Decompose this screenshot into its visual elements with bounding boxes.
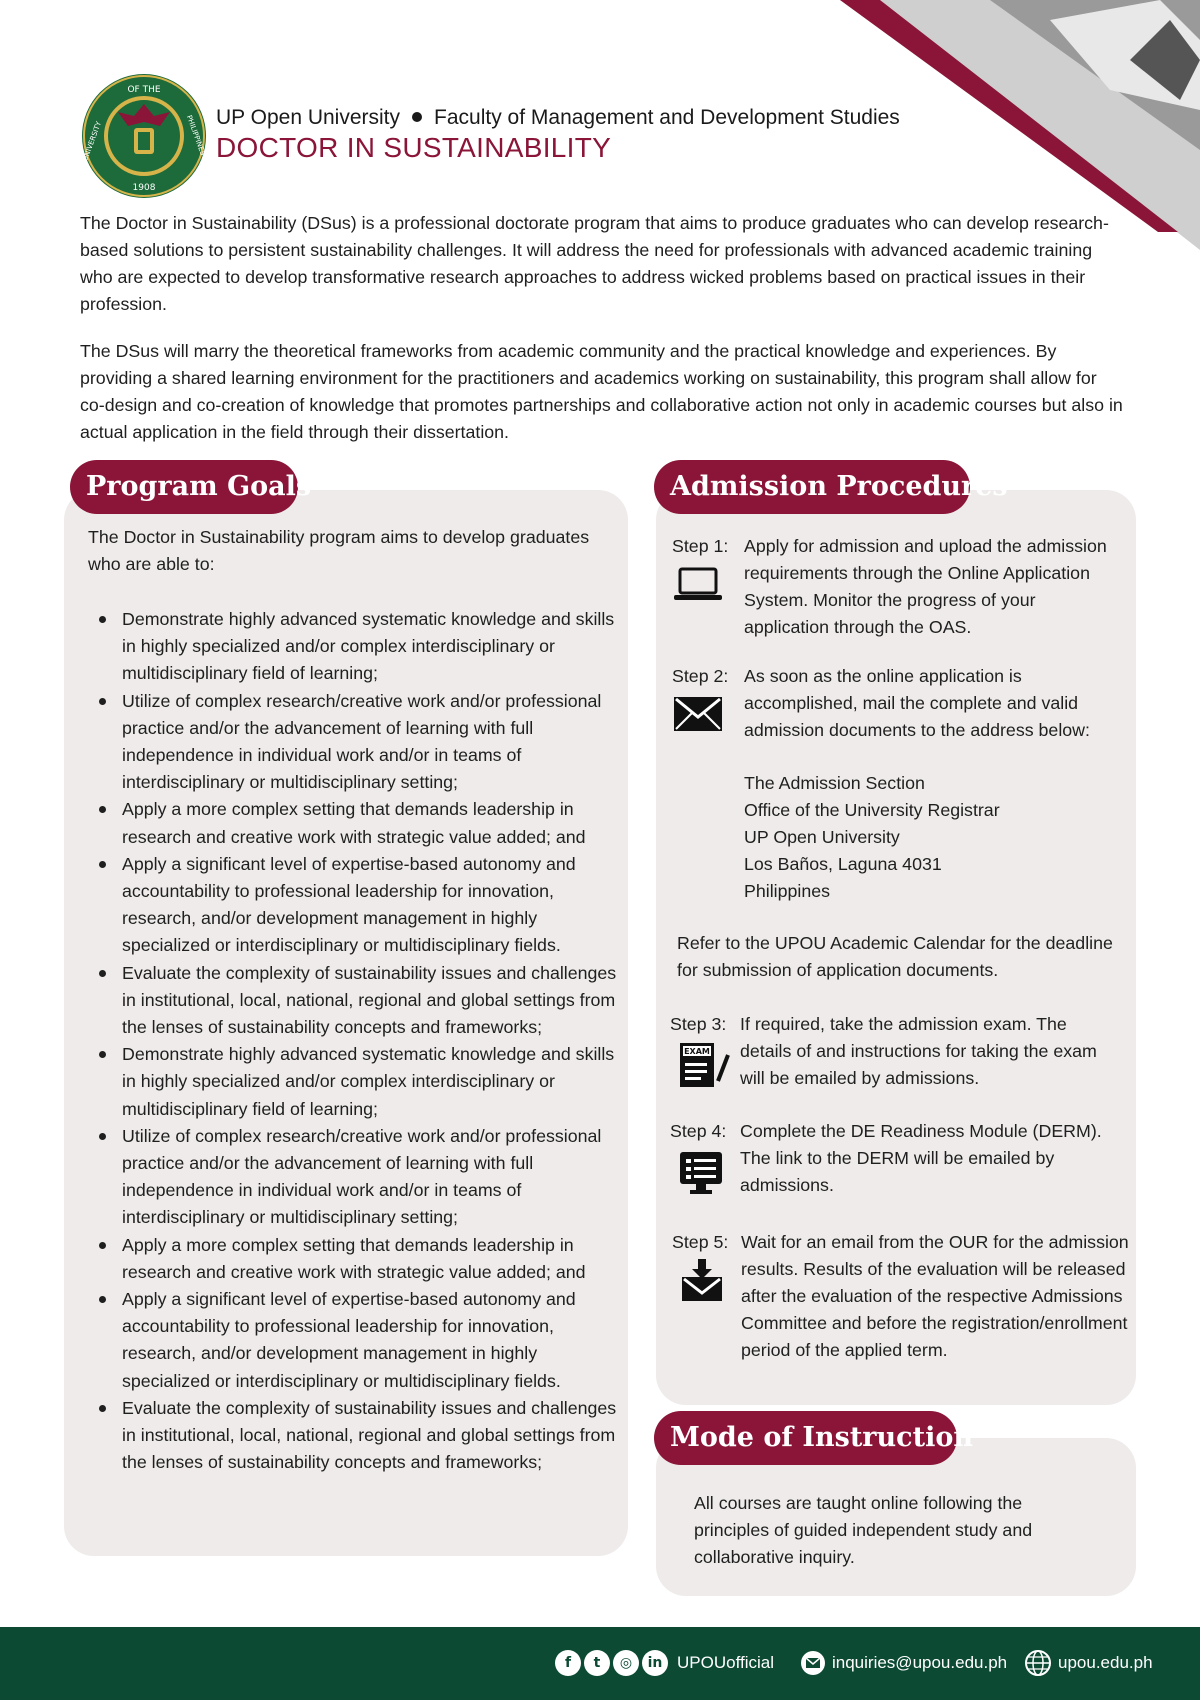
page-title: DOCTOR IN SUSTAINABILITY [216, 132, 612, 163]
list-item: Utilize of complex research/creative work and/or professional practice and/or the advancement of learning with full independence in individual work and/or in teams of interdisciplinary or multidisciplinary setting; [88, 688, 618, 797]
address-line: Philippines [744, 881, 830, 901]
admission-step-2 [672, 663, 1132, 753]
header-subtitle [216, 106, 900, 130]
seal-left-text: UNIVERSITY [81, 120, 103, 163]
footer-social [555, 1646, 774, 1680]
step-text: Complete the DE Readiness Module (DERM). The link to the DERM will be emailed by admissions. [740, 1121, 1102, 1195]
website-link[interactable]: upou.edu.ph [1058, 1653, 1153, 1672]
up-seal-logo [80, 72, 208, 200]
envelope-icon [672, 695, 724, 735]
step-label: Step 4: [670, 1121, 727, 1141]
mailing-address [744, 770, 1000, 905]
footer-email[interactable] [800, 1646, 1007, 1680]
program-goals-intro: The Doctor in Sustainability program aims to develop graduates who are able to: [88, 527, 590, 574]
email-link[interactable]: inquiries@upou.edu.ph [832, 1653, 1008, 1672]
exam-icon-text: EXAM [684, 1047, 710, 1056]
address-line: Office of the University Registrar [744, 800, 1000, 820]
step-text: If required, take the admission exam. The details of and instructions for taking the exam will be emailed by admissions. [740, 1014, 1097, 1088]
mode-of-instruction-heading: Mode of Instruction [654, 1411, 957, 1465]
step-text: Wait for an email from the OUR for the admission results. Results of the evaluation will be released after the evaluation of the respective Admissions Committee and before the registration/enrollment period of the applied term. [741, 1232, 1129, 1360]
separator-dot [412, 112, 422, 122]
address-line: UP Open University [744, 827, 900, 847]
list-item: Apply a more complex setting that demands leadership in research and creative work with strategic value added; and [88, 1232, 618, 1286]
laptop-icon [672, 565, 724, 605]
monitor-checklist-icon [678, 1150, 730, 1196]
seal-right-text: PHILIPPINES [184, 114, 207, 157]
email-icon [800, 1650, 826, 1676]
globe-icon [1024, 1649, 1052, 1677]
footer-website[interactable] [1024, 1646, 1153, 1680]
program-goals-list [88, 606, 618, 1477]
exam-icon [678, 1041, 730, 1093]
admission-step-4 [670, 1118, 1130, 1208]
list-item: Evaluate the complexity of sustainability issues and challenges in institutional, local, national, regional and global settings from the lenses of sustainability concepts and frameworks; [88, 1395, 618, 1477]
address-line: The Admission Section [744, 773, 925, 793]
facebook-icon[interactable]: f [555, 1650, 581, 1676]
intro-paragraph-1: The Doctor in Sustainability (DSus) is a professional doctorate program that aims to produce graduates who can develop research-based solutions to persistent sustainability challenges. It will address the need for professionals with advanced academic training who are expected to develop transformative research approaches to address wicked problems based on practical issues in their profession. [80, 213, 1109, 314]
step-text: Apply for admission and upload the admission requirements through the Online Application System. Monitor the progress of your application through the OAS. [744, 536, 1107, 637]
seal-year: 1908 [132, 183, 156, 193]
list-item: Utilize of complex research/creative work and/or professional practice and/or the advancement of learning with full independence in individual work and/or in teams of interdisciplinary or multidisciplinary setting; [88, 1123, 618, 1232]
social-handle-link[interactable]: UPOUofficial [677, 1653, 774, 1672]
download-mail-icon [678, 1259, 730, 1303]
intro-paragraph-2: The DSus will marry the theoretical frameworks from academic community and the practical knowledge and experiences. By providing a shared learning environment for the practitioners and academics working on sustainability, this program shall allow for co-design and co-creation of knowledge that promotes partnerships and collaborative action not only in academic courses but also in actual application in the field through their dissertation. [80, 341, 1123, 442]
step-label: Step 3: [670, 1014, 727, 1034]
admission-step-5 [672, 1229, 1132, 1369]
admission-step-1 [672, 533, 1132, 643]
list-item: Apply a significant level of expertise-based autonomy and accountability to professional leadership for innovation, research, and/or development management in highly specialized or interdisciplinary or multidisciplinary fields. [88, 851, 618, 960]
twitter-icon[interactable]: t [584, 1650, 610, 1676]
academic-calendar-note: Refer to the UPOU Academic Calendar for the deadline for submission of application documents. [677, 933, 1113, 980]
admission-step-3 [670, 1011, 1130, 1101]
address-line: Los Baños, Laguna 4031 [744, 854, 942, 874]
list-item: Evaluate the complexity of sustainability issues and challenges in institutional, local, national, regional and global settings from the lenses of sustainability concepts and frameworks; [88, 960, 618, 1042]
linkedin-icon[interactable]: in [642, 1650, 668, 1676]
program-goals-heading: Program Goals [70, 460, 298, 514]
step-label: Step 2: [672, 666, 729, 686]
faculty-name: Faculty of Management and Development Studies [434, 106, 900, 129]
list-item: Apply a more complex setting that demands leadership in research and creative work with strategic value added; and [88, 796, 618, 850]
university-name: UP Open University [216, 106, 401, 129]
step-label: Step 1: [672, 536, 729, 556]
step-text: As soon as the online application is accomplished, mail the complete and valid admission documents to the address below: [744, 666, 1090, 740]
instagram-icon[interactable]: ◎ [613, 1650, 639, 1676]
list-item: Apply a significant level of expertise-based autonomy and accountability to professional leadership for innovation, research, and/or development management in highly specialized or interdisciplinary or multidisciplinary fields. [88, 1286, 618, 1395]
seal-top-text: OF THE [127, 85, 161, 95]
list-item: Demonstrate highly advanced systematic knowledge and skills in highly specialized and/or complex interdisciplinary or multidisciplinary field of learning; [88, 606, 618, 688]
mode-of-instruction-text: All courses are taught online following the principles of guided independent study and collaborative inquiry. [694, 1493, 1033, 1567]
admission-heading: Admission Procedures [654, 460, 970, 514]
list-item: Demonstrate highly advanced systematic knowledge and skills in highly specialized and/or complex interdisciplinary or multidisciplinary field of learning; [88, 1041, 618, 1123]
step-label: Step 5: [672, 1232, 729, 1252]
